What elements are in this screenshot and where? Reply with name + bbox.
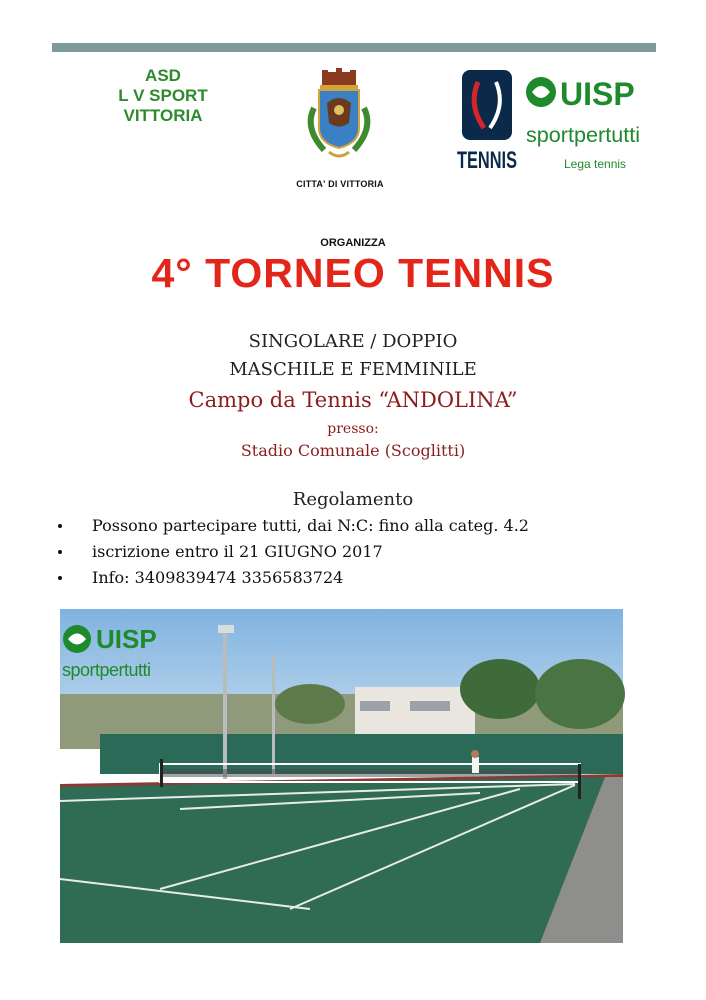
tennis-logo-text: TENNIS (457, 147, 517, 174)
club-line-1: ASD (145, 66, 181, 85)
venue-presso: presso: (327, 421, 379, 437)
rules-list (58, 513, 529, 591)
photo-uisp-tagline: sportpertutti (62, 660, 151, 680)
venue-stadium: Stadio Comunale (Scoglitti) (240, 441, 466, 460)
photo-uisp-brand: UISP (96, 624, 157, 654)
club-line-3: VITTORIA (123, 106, 203, 125)
club-name (98, 66, 228, 126)
rules-title: Regolamento (292, 489, 414, 510)
uisp-brand: UISP (560, 76, 635, 112)
bullet-icon (58, 524, 62, 528)
uisp-tagline: sportpertutti (526, 124, 640, 147)
rule-item (58, 539, 529, 565)
event-venue: Campo da Tennis “ANDOLINA” (188, 388, 518, 412)
rule-text: Info: 3409839474 3356583724 (92, 568, 344, 587)
uisp-emblem-icon (62, 624, 92, 654)
tennis-court-photo (60, 609, 623, 943)
event-format: SINGOLARE / DOPPIO (248, 331, 458, 352)
uisp-sub: Lega tennis (564, 157, 627, 171)
rule-item (58, 513, 529, 539)
rule-text: iscrizione entro il 21 GIUGNO 2017 (92, 542, 383, 561)
event-categories: MASCHILE E FEMMINILE (229, 359, 477, 380)
organizer-label: ORGANIZZA (320, 237, 386, 249)
rule-text: Possono partecipare tutti, dai N:C: fino alla categ. 4.2 (92, 516, 529, 535)
rule-item (58, 565, 529, 591)
top-decorative-bar (52, 43, 656, 52)
bullet-icon (58, 550, 62, 554)
event-title: 4° TORNEO TENNIS (151, 250, 555, 296)
city-crest-icon (294, 68, 384, 168)
tennis-federation-logo-icon (456, 70, 518, 174)
bullet-icon (58, 576, 62, 580)
club-line-2: L V SPORT (118, 86, 208, 105)
city-label: CITTA' DI VITTORIA (296, 179, 384, 189)
uisp-logo-icon (524, 70, 644, 172)
